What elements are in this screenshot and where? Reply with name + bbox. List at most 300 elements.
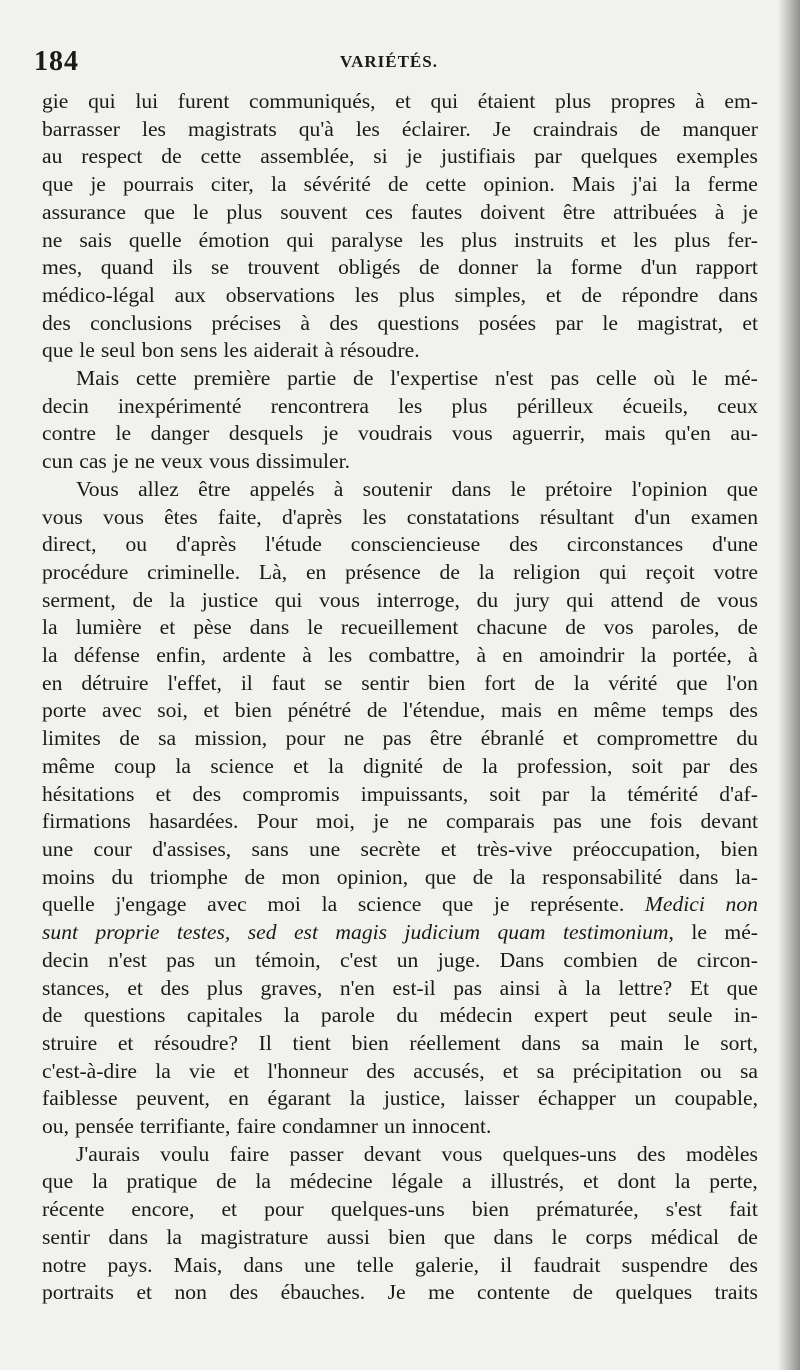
word: temps [661,698,714,723]
text-line [42,1030,758,1058]
word: pas [550,366,580,391]
word: plus [398,282,435,307]
word: amoindrir [539,643,625,668]
word: la [674,1169,691,1194]
word: votre [713,559,758,584]
word: ne [343,726,365,751]
word: bien [471,1197,510,1222]
word: les [141,116,166,141]
word: plus [451,393,488,418]
word: et [583,1169,599,1194]
word: de [680,587,701,612]
word: qu'à [298,116,334,141]
word: réellement [409,1030,501,1055]
word: questions [377,310,460,335]
word: pèse [193,615,232,640]
word: et [233,1058,250,1083]
word: n'en [339,975,375,1000]
word: à [714,199,725,224]
text-line [42,1058,758,1086]
word: émotion [198,227,270,252]
word: vous [319,587,360,612]
word: forme [570,255,623,280]
word: science [357,892,422,917]
word: avec [102,698,142,723]
word: vous [441,1141,483,1166]
word: à [333,476,344,501]
word: assemblée, [260,144,355,169]
word: moins [42,864,95,889]
word: être [198,476,231,501]
word: un [384,1114,406,1139]
word: struire [42,1030,98,1055]
word: de [657,947,678,972]
word: qui [274,587,303,612]
word: main [620,1030,664,1055]
word: respect [81,144,143,169]
word: éclairer. [401,116,471,141]
word: bien [388,1224,426,1249]
word: dans [249,615,290,640]
word: comparais [445,809,535,834]
word: donner [457,255,518,280]
text-line [42,642,758,670]
word: limites [42,726,101,751]
word: reçoit [645,559,695,584]
word: hésitations [42,781,135,806]
word: s'est [665,1197,703,1222]
word: le [79,338,95,363]
word: combien [563,947,638,972]
word: voudrais [357,421,433,446]
word: le [691,920,707,945]
word: aguerrir, [512,421,586,446]
word: se [211,255,230,280]
word: telle [356,1252,394,1277]
word: la [255,1169,272,1194]
word: Pour [256,809,298,834]
word: de [737,1224,758,1249]
word: proprie [95,920,160,945]
word: pour [264,1197,304,1222]
word: combattre, [368,643,461,668]
word: première [193,366,271,391]
word: parole [320,1003,375,1028]
word: faite, [217,504,262,529]
word: ceux [717,393,758,418]
word: récente [42,1197,105,1222]
word: coup [114,753,157,778]
word: traits [714,1280,758,1305]
word: sa [536,1058,555,1083]
word: tient [292,1030,331,1055]
word: témérité [627,781,699,806]
word: magistrat, [637,310,724,335]
word: de [581,282,602,307]
word: de [387,172,409,197]
word: Medici [644,892,705,917]
word: la [42,615,58,640]
word: le [602,310,618,335]
text-line [42,420,758,448]
word: fautes [410,199,463,224]
word: consciencieuse [350,532,481,557]
word: testes, [176,920,231,945]
word: de [737,615,758,640]
word: triomphe [149,864,228,889]
word: dans [108,1224,148,1249]
word: prétoire [545,476,613,501]
word: que [143,199,175,224]
word: par [534,144,562,169]
text-line [42,1168,758,1196]
word: d'af- [719,781,758,806]
word: en [305,559,327,584]
word: les [419,227,444,252]
word: sais [79,227,112,252]
word: les [633,227,658,252]
word: de [572,1280,593,1305]
word: des [636,1141,666,1166]
word: la [328,753,344,778]
word: constatations [406,504,520,529]
word: se [324,670,343,695]
word: les [328,643,353,668]
word: l'on [726,670,758,695]
word: répondre [621,282,699,307]
word: justice [201,587,259,612]
word: que [42,338,74,363]
word: pas [382,726,412,751]
word: testimonium, [562,920,674,945]
word: juge. [437,947,481,972]
text-line [42,725,758,753]
word: à [557,975,568,1000]
word: furent [177,89,230,113]
word: justifiais [440,144,516,169]
word: que [726,476,758,501]
word: bien [720,836,758,861]
word: illustrés, [490,1169,565,1194]
word: à [748,643,758,668]
word: mé- [724,920,758,945]
word: il [240,670,253,695]
word: défense [73,643,140,668]
word: de [639,116,661,141]
word: la [590,781,607,806]
word: perte, [709,1169,758,1194]
word: bon [141,338,175,363]
word: danger [150,421,210,446]
text-line [42,1141,758,1169]
word: du [396,1003,418,1028]
word: où [653,366,676,391]
word: sans [251,836,289,861]
word: la [640,643,657,668]
word: science [210,753,274,778]
word: sentir [42,1224,90,1249]
word: d'après [176,532,237,557]
word: trouvent [247,255,320,280]
word: non [174,1280,207,1305]
word: médical [650,1224,720,1249]
word: ébauches. [280,1280,366,1305]
word: soit [489,781,521,806]
word: la [155,1058,171,1083]
word: de [161,144,182,169]
word: vérité [608,670,658,695]
word: devant [700,809,758,834]
word: inexpérimenté [117,393,242,418]
word: encore, [131,1197,195,1222]
word: Vous [76,476,119,501]
word: religion [513,559,581,584]
word: magistrature [200,1224,309,1249]
body-text [42,88,758,1307]
word: a [461,1169,472,1194]
word: qui [88,89,116,113]
word: écueils, [622,393,689,418]
word: l'expertise [390,366,479,391]
word: la [478,559,495,584]
word: au- [730,421,758,446]
word: capitales [186,1003,263,1028]
word: portée, [672,643,732,668]
word: accusés, [413,1058,485,1083]
text-line [42,337,758,365]
word: Là, [258,559,288,584]
word: dans [678,864,719,889]
word: lui [135,89,159,113]
word: fort [484,670,516,695]
word: mission, [194,726,268,751]
word: moi [267,892,301,917]
text-line [42,504,758,532]
word: Dans [499,947,544,972]
word: dignité [363,753,424,778]
word: la [169,587,186,612]
word: posées [478,310,537,335]
word: qui [286,227,314,252]
word: magistrats [187,116,277,141]
word: l'effet, [167,670,222,695]
word: que [42,172,74,197]
word: pénétré [287,698,352,723]
word: pourrais [123,172,194,197]
word: vous [717,587,758,612]
word: plus [674,227,711,252]
word: le [683,1030,700,1055]
word: veux [160,449,203,474]
word: même [593,698,647,723]
word: égarant [267,1086,332,1111]
word: enfin, [156,643,206,668]
word: c'est [339,947,378,972]
word: judicium [404,920,481,945]
word: des [366,1058,396,1083]
word: mes, [42,255,83,280]
word: faudrait [533,1252,601,1277]
word: vous [42,504,83,529]
word: de [216,1169,237,1194]
word: détruire [81,670,149,695]
word: le [192,199,209,224]
word: si [373,144,388,169]
word: des [729,1252,758,1277]
word: à [476,643,487,668]
word: jury [514,587,550,612]
word: de [442,753,463,778]
word: sens [180,338,218,363]
text-line [42,670,758,698]
word: de [353,366,374,391]
word: représente. [530,892,625,917]
word: de [366,698,388,723]
word: justice, [383,1086,446,1111]
word: quelques [580,144,658,169]
word: à [302,643,312,668]
word: l'honneur [267,1058,349,1083]
word: en [42,670,63,695]
word: une [304,1252,336,1277]
text-line [42,1196,758,1224]
word: êtes [164,504,198,529]
word: avec [207,892,247,917]
text-line [42,88,758,116]
word: j'ai [632,172,658,197]
word: à [324,338,334,363]
word: notre [42,1252,87,1277]
text-line [42,587,758,615]
word: je [493,892,510,917]
word: soutenir [362,476,433,501]
word: n'est [494,366,534,391]
word: aiderait [253,338,319,363]
word: Mais [76,366,120,391]
word: ne [407,809,428,834]
word: ainsi [499,975,541,1000]
word: gie [42,89,69,113]
word: recueillement [340,615,459,640]
word: lettre? [618,975,673,1000]
word: la [283,1003,300,1028]
word: expert [533,1003,588,1028]
word: des [229,1280,259,1305]
word: simples, [454,282,526,307]
word: profession, [517,753,613,778]
word: dans [451,476,492,501]
word: qui [599,559,627,584]
word: l'étendue, [402,698,486,723]
word: au [42,144,63,169]
word: condamner [282,1114,378,1139]
word: la [585,975,601,1000]
word: em- [724,89,758,113]
word: direct, [42,532,97,557]
word: ils [172,255,193,280]
word: plus [206,975,243,1000]
word: soit [631,753,663,778]
word: une [309,836,341,861]
word: ne [42,227,63,252]
word: fait [729,1197,758,1222]
word: quelques-uns [330,1197,445,1222]
text-line [42,836,758,864]
word: paralyse [331,227,403,252]
word: très-vive [476,836,553,861]
word: compromettre [596,726,718,751]
word: la [536,255,553,280]
word: je [112,449,129,474]
word: des [509,532,538,557]
word: terrifiante, [139,1114,231,1139]
word: la [482,753,498,778]
word: pas [553,809,582,834]
word: est [293,920,318,945]
word: la [42,643,58,668]
word: échapper [537,1086,616,1111]
text-line [42,1113,758,1141]
word: d'une [712,532,758,557]
word: secrète [360,836,421,861]
word: corps [585,1224,633,1249]
word: la [674,172,691,197]
word: qui [566,587,594,612]
word: sort, [720,1030,758,1055]
text-line [42,227,758,255]
word: c'est-à-dire [42,1058,137,1083]
word: de [132,587,153,612]
word: la [321,892,338,917]
word: et [203,698,220,723]
word: les [398,393,423,418]
word: que [726,975,758,1000]
word: sa [739,1058,758,1083]
word: et [600,227,617,252]
word: passer [289,1141,344,1166]
word: dans [243,1252,284,1277]
word: je [373,809,389,834]
word: contre [42,421,96,446]
word: le [307,615,323,640]
word: ou [700,1058,722,1083]
word: pensée [75,1114,134,1139]
text-line [42,199,758,227]
word: prématurée, [536,1197,639,1222]
word: galerie, [414,1252,479,1277]
word: légale [391,1169,444,1194]
word: et [440,836,457,861]
word: à [695,89,705,113]
word: modèles [685,1141,758,1166]
word: ou [125,532,148,557]
word: je [406,144,423,169]
word: mé- [724,366,758,391]
word: dans [521,1030,561,1055]
word: dissimuler. [255,449,350,474]
word: même [42,753,95,778]
word: attend [610,587,664,612]
word: le [691,366,708,391]
word: du [111,864,134,889]
word: firmations [42,809,131,834]
word: appelés [249,476,315,501]
word: in- [733,1003,758,1028]
word: Et [689,975,710,1000]
word: manquer [682,116,758,141]
word: communiqués, [249,89,376,113]
text-line [42,975,758,1003]
